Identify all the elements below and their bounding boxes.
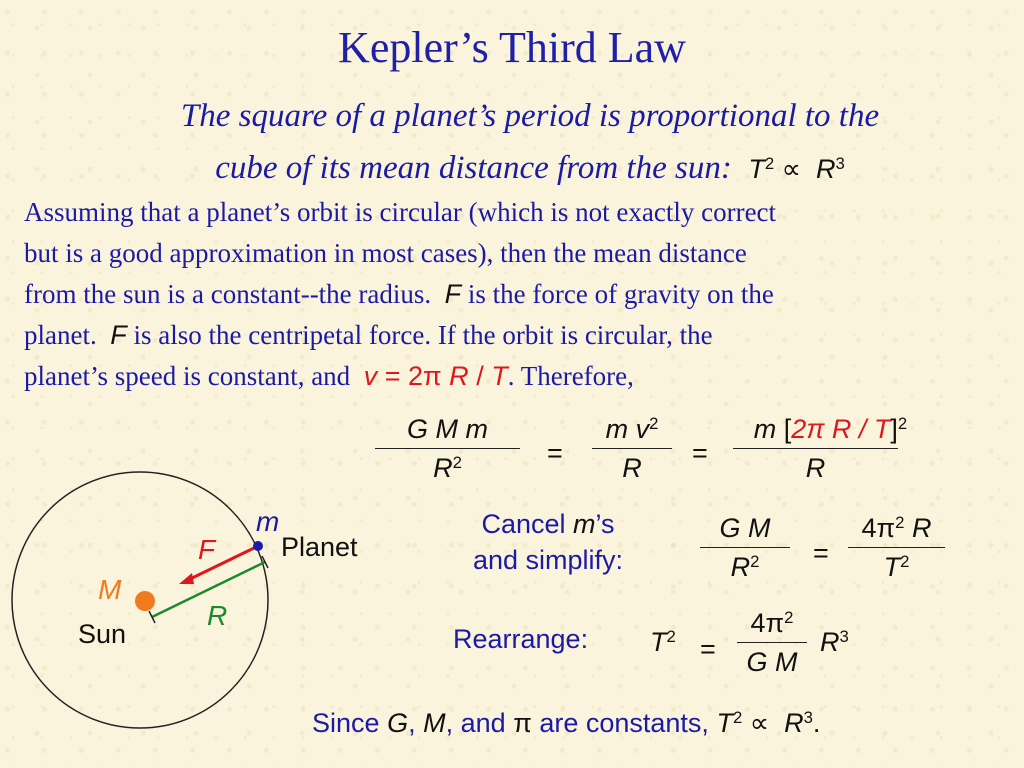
conclusion-pi: π <box>513 708 532 738</box>
law-R-exp: 3 <box>835 153 845 173</box>
law-line-1: The square of a planet’s period is proportional to the <box>180 98 880 134</box>
f3-num-open: [ <box>783 414 792 444</box>
conclusion-and: , and <box>445 708 506 738</box>
fraction-4pi2-over-GM <box>737 606 807 679</box>
s3-bar <box>737 642 807 643</box>
conclusion-G: G <box>387 708 409 738</box>
f1-den-exp: 2 <box>452 452 462 472</box>
sun-label: Sun <box>78 619 127 649</box>
planet-mass-label: m <box>256 506 280 537</box>
force-label: F <box>198 534 216 565</box>
velocity-2pi: 2π <box>408 361 442 391</box>
para-line-3 <box>24 274 1009 315</box>
rearrange-R3 <box>820 627 849 658</box>
f1-numerator: G M m <box>407 414 488 444</box>
conclusion-comma: , <box>408 708 416 738</box>
s3-denominator: G M <box>746 647 798 677</box>
cancel-m: m <box>573 509 596 539</box>
para-line-4 <box>24 315 1009 356</box>
conclusion-M: M <box>423 708 446 738</box>
f2-num-exp: 2 <box>649 413 659 433</box>
equals-4: = <box>700 634 716 664</box>
law-line-2-text: cube of its mean distance from the sun: <box>215 150 732 186</box>
conclusion-R: R <box>784 708 804 738</box>
force-arrow-head <box>179 573 194 584</box>
s2-lhs-numerator: G M <box>719 513 771 543</box>
conclusion-T: T <box>716 708 733 738</box>
f2-numerator <box>592 412 672 446</box>
velocity-formula <box>364 361 508 391</box>
conclusion-R-exp: 3 <box>803 707 813 727</box>
s2-rhs-bar <box>848 547 945 548</box>
conclusion-T-exp: 2 <box>732 707 743 727</box>
conclusion-line <box>312 708 820 739</box>
f3-num-m: m <box>753 414 777 444</box>
fraction-mv2-over-r <box>592 412 672 485</box>
conclusion-period: . <box>812 708 821 738</box>
velocity-v: v <box>363 361 378 391</box>
para-line-1: Assuming that a planet’s orbit is circular (which is not exactly correct <box>24 197 777 227</box>
equals-3: = <box>813 538 829 568</box>
para-line-3a: from the sun is a constant--the radius. <box>24 279 432 309</box>
f3-denominator: R <box>805 453 826 483</box>
sun-dot <box>135 591 155 611</box>
s2-lhs-bar <box>700 547 790 548</box>
explanation-paragraph <box>24 192 1009 397</box>
planet-label: Planet <box>281 532 358 562</box>
conclusion-since: Since <box>312 708 380 738</box>
radius-label: R <box>207 600 228 631</box>
velocity-T: T <box>491 361 508 391</box>
f1-bar <box>375 448 520 449</box>
s2-rhs-R: R <box>911 513 932 543</box>
rearrange-T2 <box>650 627 676 658</box>
equals-1: = <box>547 438 563 468</box>
s3-R: R <box>820 627 840 657</box>
s3-num-exp: 2 <box>784 607 794 627</box>
para-line-3b: is the force of gravity on the <box>467 279 774 309</box>
f2-bar <box>592 448 672 449</box>
simplify-line: and simplify: <box>472 545 624 575</box>
s2-rhs-num-exp: 2 <box>895 512 905 532</box>
fraction-gm-over-r2 <box>700 511 790 584</box>
f3-numerator <box>733 412 928 446</box>
para-line-5a: planet’s speed is constant, and <box>24 361 351 391</box>
s3-4pi: 4π <box>750 608 785 638</box>
velocity-R: R <box>449 361 469 391</box>
s3-numerator <box>737 606 807 640</box>
rearrange-label: Rearrange: <box>453 624 589 654</box>
law-statement <box>60 90 1000 195</box>
para-line-4b: is also the centripetal force. If the orbit is circular, the <box>133 320 713 350</box>
law-R: R <box>815 154 836 184</box>
conclusion-prop: ∝ <box>749 708 770 738</box>
slide-title: Kepler’s Third Law <box>338 23 686 72</box>
para-F-symbol: F <box>444 279 462 309</box>
f3-num-inner: 2π R / T <box>791 414 891 444</box>
cancel-line <box>453 506 643 542</box>
f3-num-exp: 2 <box>897 413 908 433</box>
s3-T: T <box>650 627 667 657</box>
s2-rhs-den-T: T <box>883 552 901 582</box>
f1-den-R: R <box>433 453 453 483</box>
s2-lhs-den-exp: 2 <box>750 551 760 571</box>
sun-mass-label: M <box>98 574 122 605</box>
s3-R-exp: 3 <box>839 626 849 646</box>
f2-num-mv: m v <box>605 414 650 444</box>
s3-T-exp: 2 <box>666 626 676 646</box>
law-T: T <box>748 154 765 184</box>
f3-bar <box>733 448 898 449</box>
para-line-5 <box>24 356 1009 397</box>
law-T-exp: 2 <box>764 153 775 173</box>
para-line-4a: planet. <box>24 320 97 350</box>
cancel-text: Cancel <box>481 509 566 539</box>
cancel-simplify-label <box>453 506 643 578</box>
conclusion-rest: are constants, <box>539 708 709 738</box>
velocity-eq: = <box>384 361 401 391</box>
para-F-symbol-2: F <box>110 320 127 350</box>
para-line-2: but is a good approximation in most cases), then the mean distance <box>24 238 747 268</box>
planet-dot <box>253 541 263 551</box>
s2-rhs-numerator <box>848 511 945 545</box>
f3-num-close: ] <box>890 414 898 444</box>
s2-rhs-den-exp: 2 <box>900 551 910 571</box>
para-line-5b: . Therefore, <box>507 361 634 391</box>
velocity-slash: / <box>476 361 484 391</box>
cancel-apos-s: ’s <box>595 509 615 539</box>
s2-rhs-4pi: 4π <box>861 513 896 543</box>
s2-rhs-denominator <box>848 550 945 584</box>
fraction-m-2piRT-over-r <box>733 412 928 485</box>
f2-denominator: R <box>622 453 642 483</box>
fraction-4pi2R-over-T2 <box>848 511 945 584</box>
law-proportion <box>748 154 844 184</box>
equals-2: = <box>692 438 708 468</box>
law-prop-symbol: ∝ <box>781 154 801 184</box>
law-line-2 <box>60 142 1000 195</box>
s2-lhs-denominator <box>700 550 790 584</box>
s2-lhs-den-R: R <box>730 552 751 582</box>
